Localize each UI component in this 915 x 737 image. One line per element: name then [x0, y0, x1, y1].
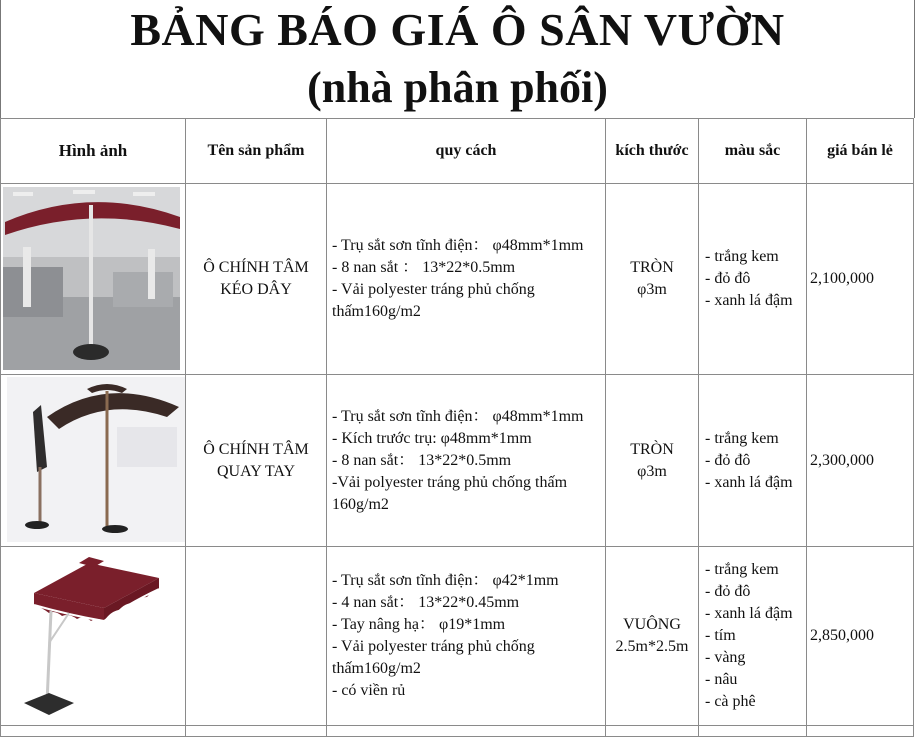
- color-option: - đỏ đô: [705, 583, 751, 600]
- product-name-line: Ô CHÍNH TÂM: [203, 440, 309, 458]
- col-header-image: Hình ảnh: [1, 119, 186, 184]
- empty-cell: [699, 726, 807, 737]
- table-row: [1, 726, 914, 737]
- product-spec-cell: [327, 184, 606, 375]
- page-subtitle: (nhà phân phối): [307, 63, 608, 112]
- spec-line: - có viền rủ: [332, 682, 406, 699]
- col-header-price: giá bán lẻ: [807, 119, 914, 184]
- product-name-line: Ô CHÍNH TÂM: [203, 259, 309, 276]
- spec-line: thấm160g/m2: [332, 303, 421, 320]
- spec-line: - Vải polyester tráng phủ chống: [332, 281, 535, 298]
- umbrella-photo-dark: [7, 377, 186, 542]
- empty-cell: [1, 726, 186, 737]
- product-colors-cell: [699, 375, 807, 547]
- table-row: [1, 375, 914, 547]
- product-image-cell: [1, 375, 186, 547]
- product-price-cell: 2,850,000: [807, 547, 914, 726]
- col-header-color: màu sắc: [699, 119, 807, 184]
- color-option: - trắng kem: [705, 429, 779, 447]
- product-colors-cell: [699, 184, 807, 375]
- size-line: 2.5m*2.5m: [615, 638, 689, 655]
- spec-line: - 4 nan sắt： 13*22*0.45mm: [332, 594, 520, 611]
- table-row: [1, 547, 914, 726]
- product-name-line: KÉO DÂY: [220, 281, 292, 298]
- color-option: - trắng kem: [705, 248, 779, 265]
- spec-line: - Trụ sắt sơn tĩnh điện： φ42*1mm: [332, 572, 559, 589]
- col-header-spec: quy cách: [327, 119, 606, 184]
- header-row: [1, 119, 914, 184]
- title-block: [0, 0, 915, 118]
- price-table: [0, 118, 914, 737]
- spec-line: 160g/m2: [332, 495, 389, 513]
- product-size-cell: [606, 184, 699, 375]
- product-image-cell: [1, 547, 186, 726]
- product-name-cell: [186, 547, 327, 726]
- product-spec-cell: [327, 547, 606, 726]
- color-option: - xanh lá đậm: [705, 473, 793, 491]
- size-line: TRÒN: [630, 259, 674, 276]
- color-option: - tím: [705, 627, 736, 644]
- product-colors-cell: [699, 547, 807, 726]
- color-option: - xanh lá đậm: [705, 605, 793, 622]
- spec-line: -Vải polyester tráng phủ chống thấm: [332, 473, 568, 491]
- spec-line: - Kích trước trụ: φ48mm*1mm: [332, 429, 532, 447]
- spec-line: - Trụ sắt sơn tĩnh điện： φ48mm*1mm: [332, 237, 584, 254]
- empty-cell: [606, 726, 699, 737]
- product-image-cell: [1, 184, 186, 375]
- size-line: TRÒN: [630, 440, 674, 458]
- size-line: φ3m: [637, 462, 667, 480]
- spec-line: thấm160g/m2: [332, 660, 421, 677]
- product-price-cell: 2,300,000: [807, 375, 914, 547]
- empty-cell: [186, 726, 327, 737]
- spec-line: - Trụ sắt sơn tĩnh điện： φ48mm*1mm: [332, 407, 584, 425]
- product-size-cell: [606, 375, 699, 547]
- color-option: - đỏ đô: [705, 451, 751, 469]
- col-header-name: Tên sản phẩm: [186, 119, 327, 184]
- color-option: - nâu: [705, 671, 738, 688]
- color-option: - cà phê: [705, 693, 756, 710]
- umbrella-photo-square-red: [9, 553, 179, 721]
- size-line: φ3m: [637, 281, 667, 298]
- empty-cell: [327, 726, 606, 737]
- spec-line: - 8 nan sắt： 13*22*0.5mm: [332, 451, 512, 469]
- table-row: [1, 184, 914, 375]
- spec-line: - Vải polyester tráng phủ chống: [332, 638, 535, 655]
- color-option: - trắng kem: [705, 561, 779, 578]
- product-name-line: QUAY TAY: [217, 462, 295, 480]
- product-size-cell: [606, 547, 699, 726]
- color-option: - xanh lá đậm: [705, 292, 793, 309]
- size-line: VUÔNG: [623, 616, 681, 633]
- product-price-cell: 2,100,000: [807, 184, 914, 375]
- umbrella-photo-warehouse: [3, 187, 180, 370]
- page-title: BẢNG BÁO GIÁ Ô SÂN VƯỜN: [130, 4, 785, 55]
- color-option: - vàng: [705, 649, 746, 666]
- product-name-cell: [186, 375, 327, 547]
- empty-cell: [807, 726, 914, 737]
- spec-line: - 8 nan sắt ： 13*22*0.5mm: [332, 259, 516, 276]
- product-name-cell: [186, 184, 327, 375]
- product-spec-cell: [327, 375, 606, 547]
- col-header-size: kích thước: [606, 119, 699, 184]
- color-option: - đỏ đô: [705, 270, 751, 287]
- spec-line: - Tay nâng hạ： φ19*1mm: [332, 616, 506, 633]
